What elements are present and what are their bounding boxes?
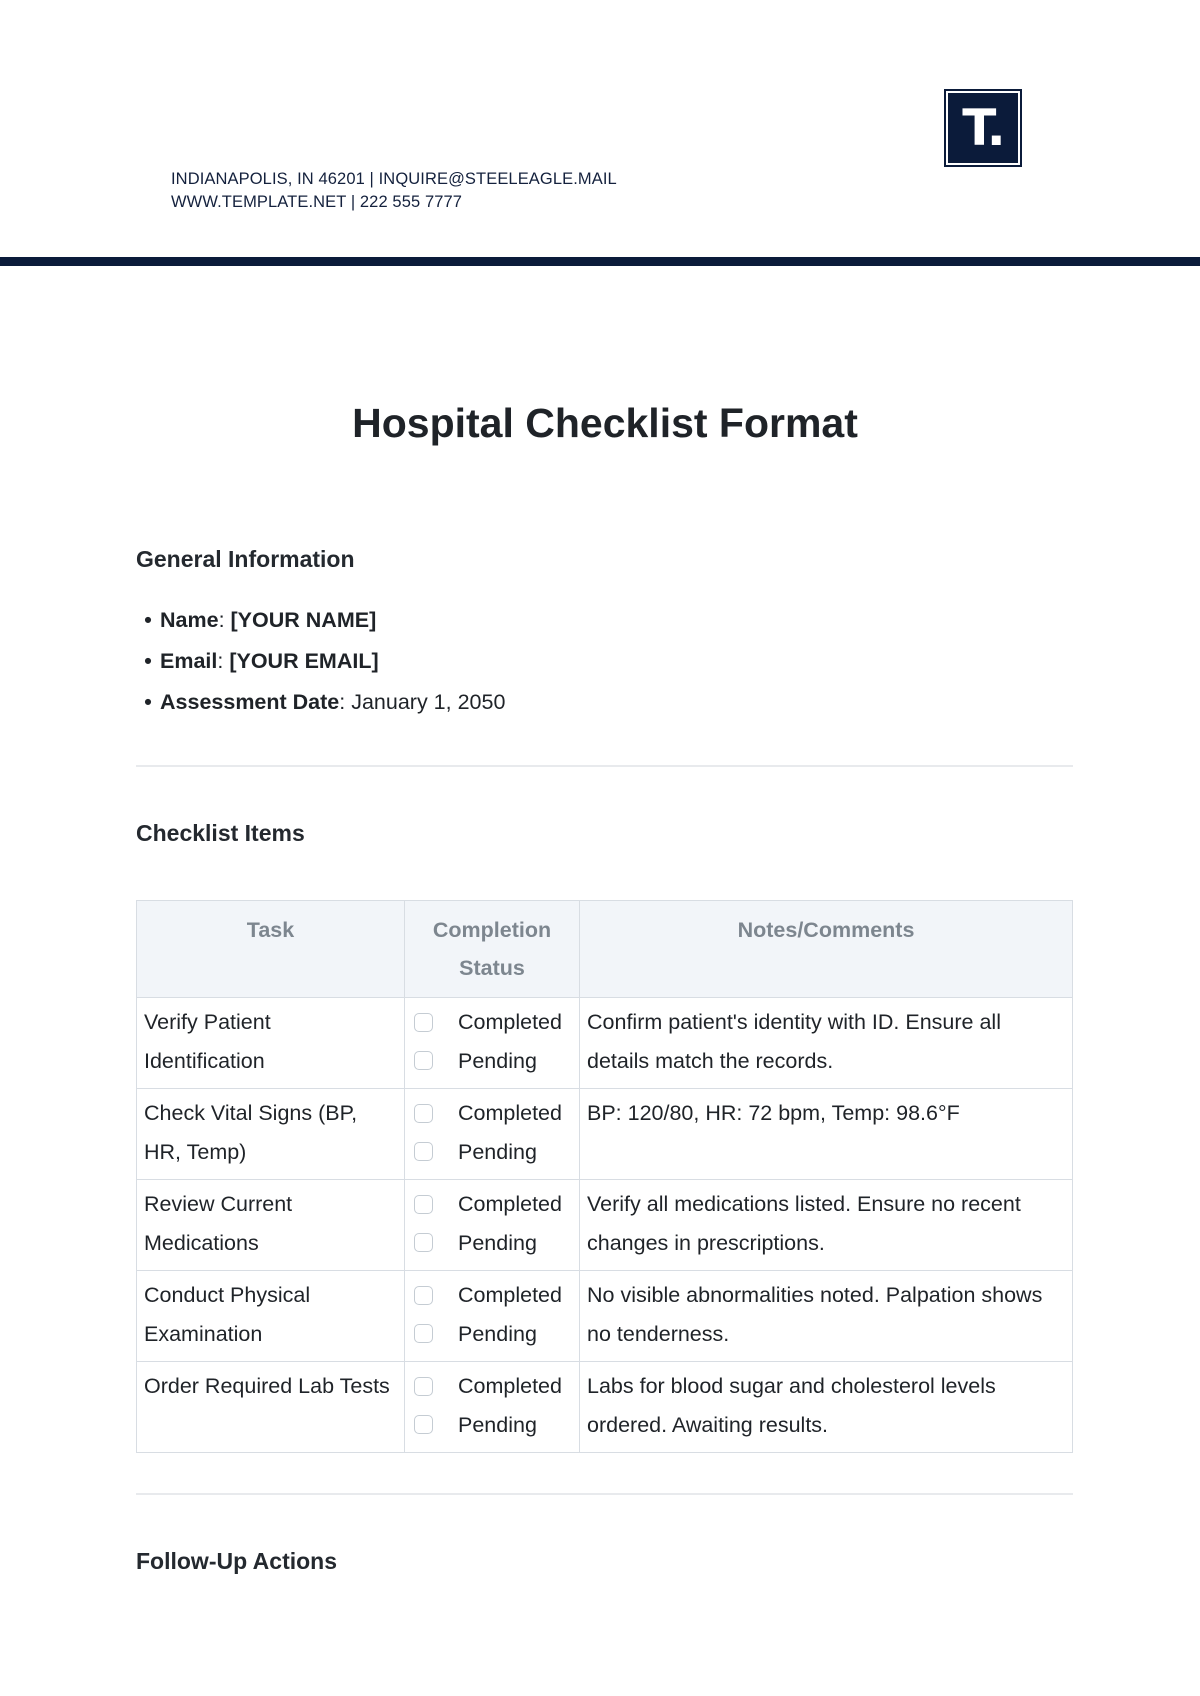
section-divider xyxy=(136,765,1073,767)
completed-checkbox[interactable] xyxy=(414,1377,433,1396)
task-cell: Check Vital Signs (BP, HR, Temp) xyxy=(137,1089,405,1180)
column-header-task: Task xyxy=(137,901,405,998)
notes-cell: BP: 120/80, HR: 72 bpm, Temp: 98.6°F xyxy=(580,1089,1073,1180)
pending-checkbox[interactable] xyxy=(414,1415,433,1434)
column-header-status: Completion Status xyxy=(405,901,580,998)
table-row xyxy=(137,1362,1073,1453)
checklist-table xyxy=(136,900,1073,1453)
info-item-email: • Email: [YOUR EMAIL] xyxy=(136,641,505,682)
status-option-completed[interactable]: Completed xyxy=(412,1185,572,1224)
general-info-list xyxy=(136,600,505,723)
table-row xyxy=(137,1089,1073,1180)
status-cell xyxy=(405,1362,580,1453)
task-cell: Verify Patient Identification xyxy=(137,998,405,1089)
contact-address-email: INDIANAPOLIS, IN 46201 | INQUIRE@STEELEAGLE.MAIL xyxy=(171,170,617,188)
info-label: Email xyxy=(160,649,218,673)
status-option-completed[interactable]: Completed xyxy=(412,1276,572,1315)
table-row xyxy=(137,998,1073,1089)
status-option-completed[interactable]: Completed xyxy=(412,1003,572,1042)
notes-cell: Confirm patient's identity with ID. Ensure all details match the records. xyxy=(580,998,1073,1089)
info-value: January 1, 2050 xyxy=(351,690,506,714)
status-option-pending[interactable]: Pending xyxy=(412,1042,572,1081)
notes-cell: No visible abnormalities noted. Palpation shows no tenderness. xyxy=(580,1271,1073,1362)
pending-checkbox[interactable] xyxy=(414,1233,433,1252)
completed-checkbox[interactable] xyxy=(414,1286,433,1305)
status-option-pending[interactable]: Pending xyxy=(412,1133,572,1172)
task-cell: Conduct Physical Examination xyxy=(137,1271,405,1362)
contact-website-phone: WWW.TEMPLATE.NET | 222 555 7777 xyxy=(171,193,463,211)
info-item-name: • Name: [YOUR NAME] xyxy=(136,600,505,641)
company-logo xyxy=(944,89,1022,167)
checklist-heading: Checklist Items xyxy=(136,820,305,846)
table-row xyxy=(137,1180,1073,1271)
status-cell xyxy=(405,1089,580,1180)
status-cell xyxy=(405,998,580,1089)
completed-checkbox[interactable] xyxy=(414,1104,433,1123)
column-header-notes: Notes/Comments xyxy=(580,901,1073,998)
status-cell xyxy=(405,1180,580,1271)
follow-up-heading: Follow-Up Actions xyxy=(136,1548,338,1574)
table-row xyxy=(137,1271,1073,1362)
info-value: [YOUR NAME] xyxy=(230,608,377,632)
section-divider xyxy=(136,1493,1073,1495)
status-option-completed[interactable]: Completed xyxy=(412,1367,572,1406)
pending-checkbox[interactable] xyxy=(414,1324,433,1343)
info-value: [YOUR EMAIL] xyxy=(229,649,379,673)
pending-checkbox[interactable] xyxy=(414,1142,433,1161)
page-title: Hospital Checklist Format xyxy=(352,400,858,446)
table-header-row xyxy=(137,901,1073,998)
status-option-pending[interactable]: Pending xyxy=(412,1406,572,1445)
info-item-assessment-date: • Assessment Date: January 1, 2050 xyxy=(136,682,505,723)
notes-cell: Verify all medications listed. Ensure no recent changes in prescriptions. xyxy=(580,1180,1073,1271)
status-option-pending[interactable]: Pending xyxy=(412,1315,572,1354)
contact-info xyxy=(171,168,617,214)
general-info-heading: General Information xyxy=(136,546,355,572)
header-divider-bar xyxy=(0,257,1200,266)
task-cell: Order Required Lab Tests xyxy=(137,1362,405,1453)
completed-checkbox[interactable] xyxy=(414,1013,433,1032)
notes-cell: Labs for blood sugar and cholesterol levels ordered. Awaiting results. xyxy=(580,1362,1073,1453)
status-cell xyxy=(405,1271,580,1362)
status-option-completed[interactable]: Completed xyxy=(412,1094,572,1133)
logo-mark: T. xyxy=(948,93,1018,163)
info-label: Assessment Date xyxy=(160,690,340,714)
status-option-pending[interactable]: Pending xyxy=(412,1224,572,1263)
task-cell: Review Current Medications xyxy=(137,1180,405,1271)
info-label: Name xyxy=(160,608,219,632)
pending-checkbox[interactable] xyxy=(414,1051,433,1070)
page-header xyxy=(0,0,1200,258)
completed-checkbox[interactable] xyxy=(414,1195,433,1214)
